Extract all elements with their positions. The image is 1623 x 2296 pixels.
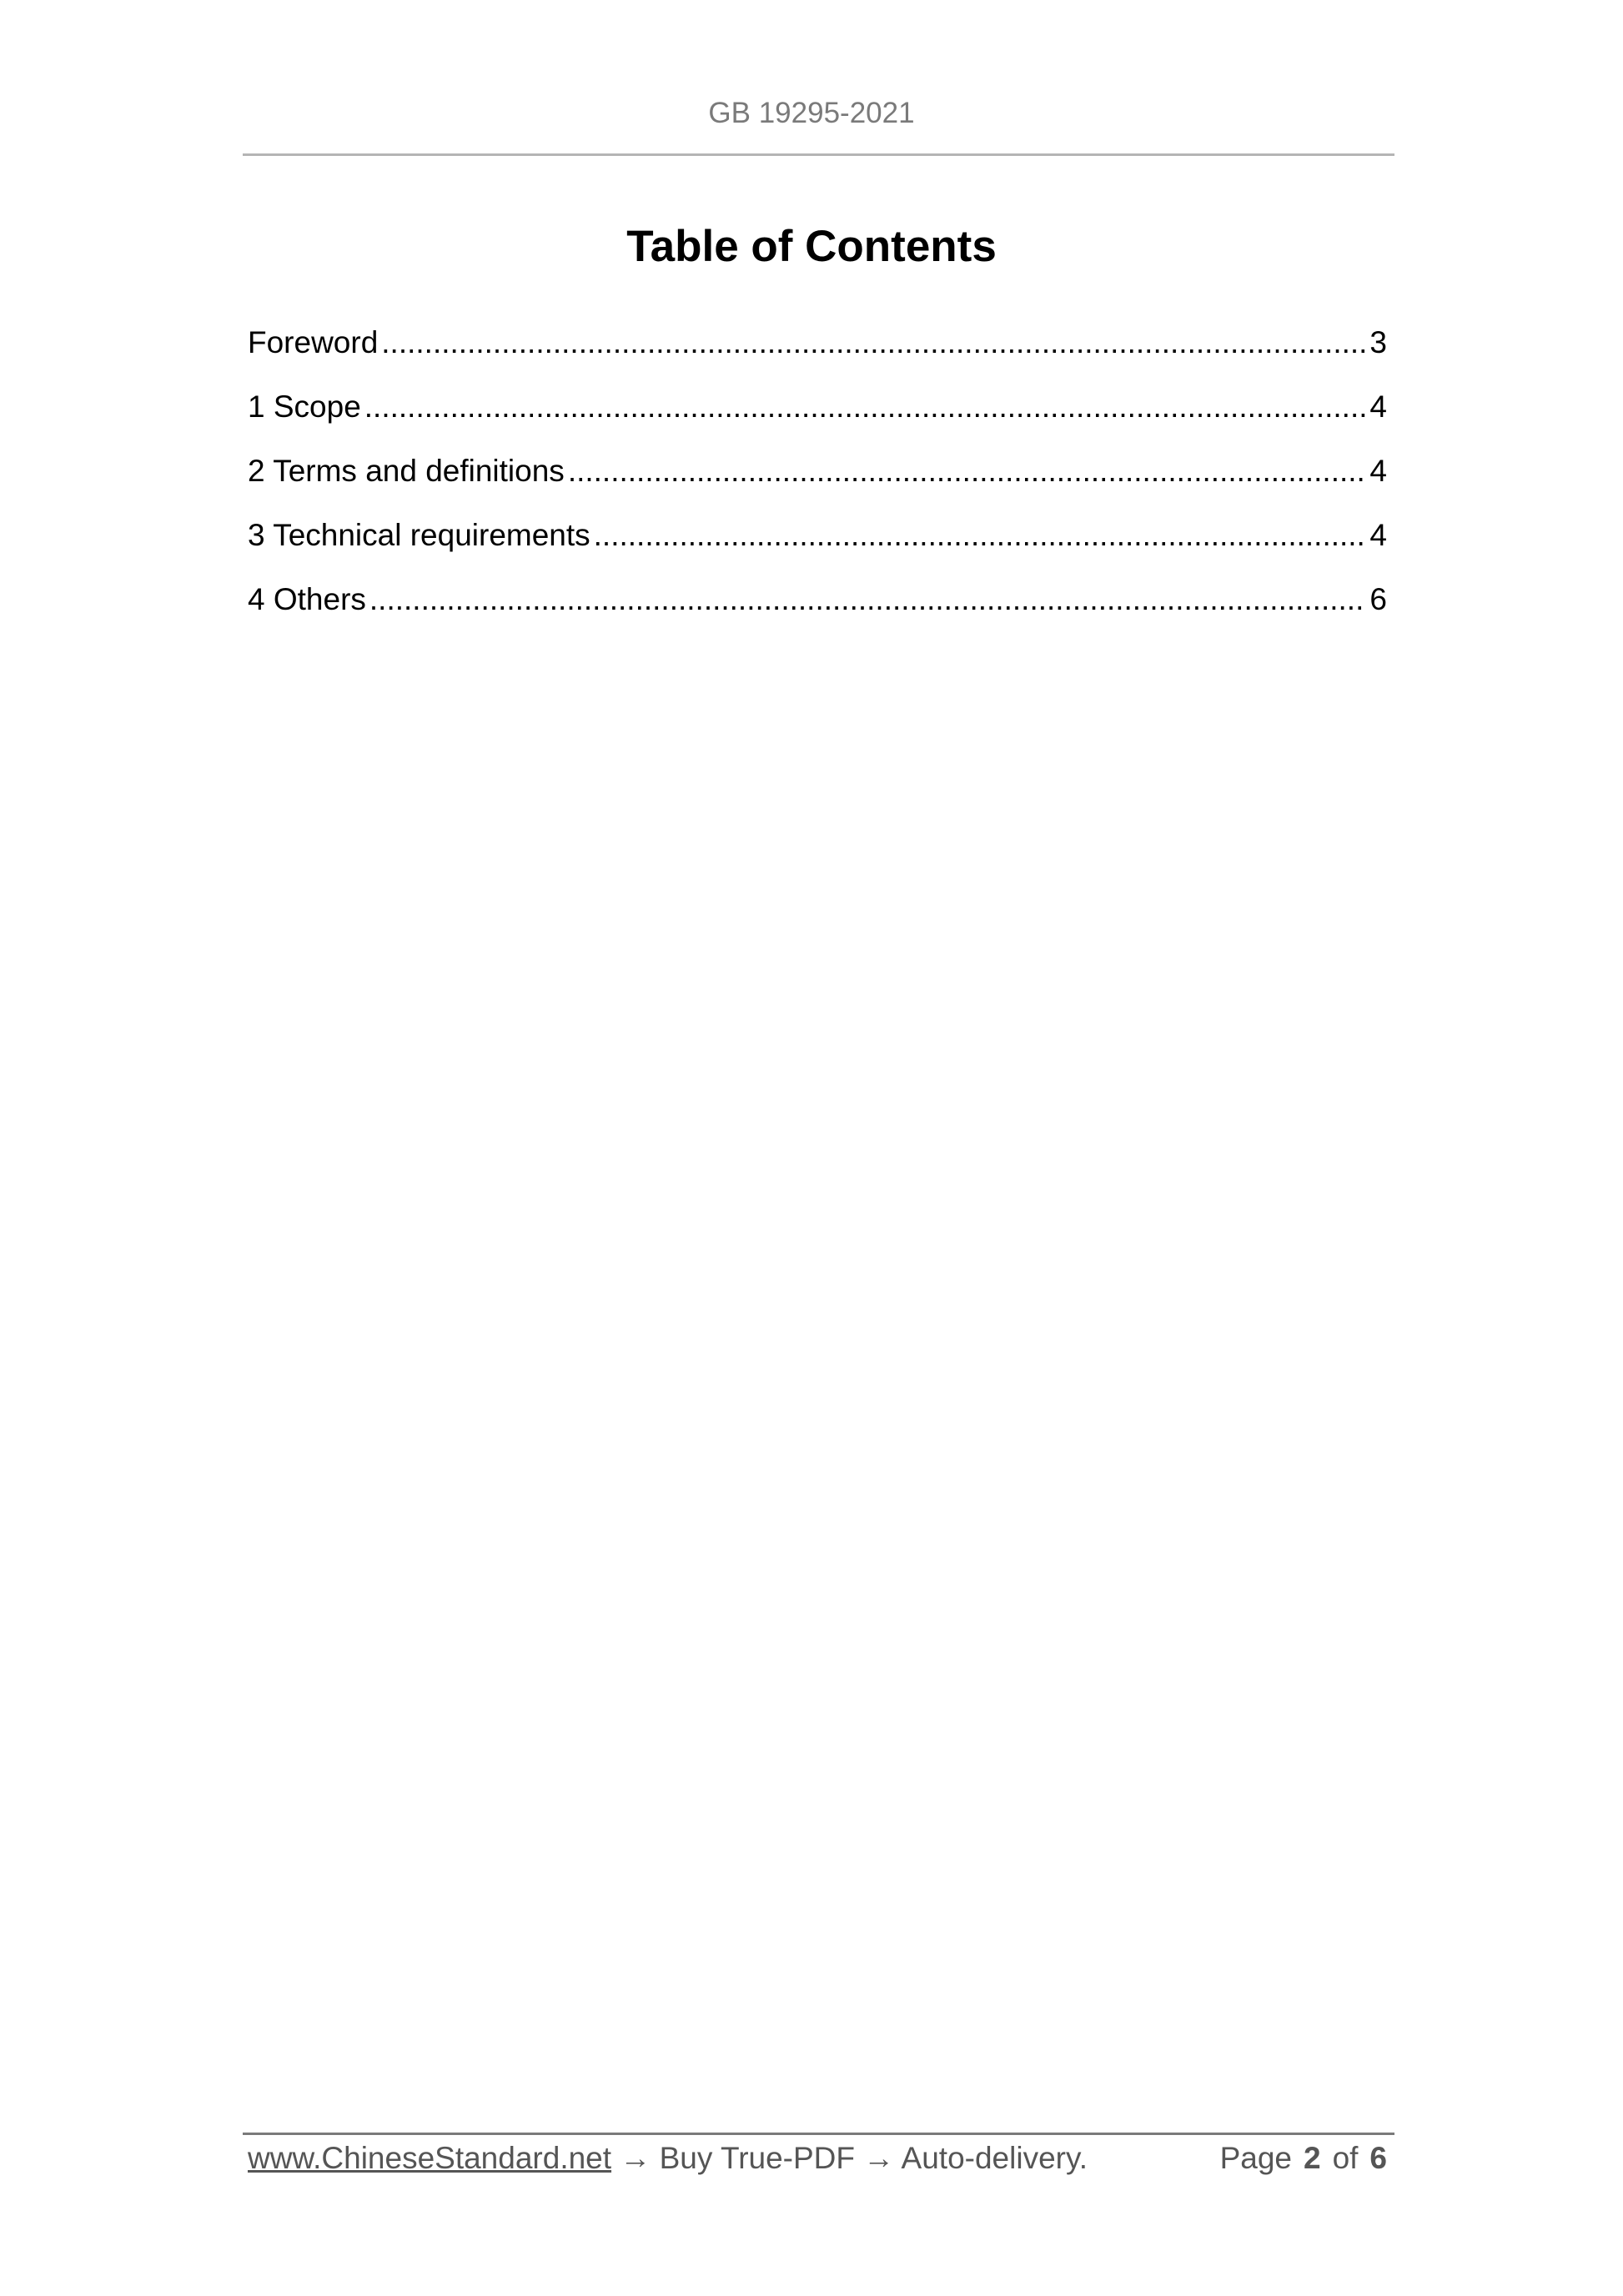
toc-dot-leader [369,578,1367,621]
page-indicator [1220,2135,1387,2182]
toc-entry-terms-and-definitions[interactable] [248,450,1387,514]
delivery-text: Auto-delivery. [901,2141,1088,2175]
toc-entry-foreword[interactable] [248,321,1387,385]
footer-promo [248,2135,1088,2182]
toc-list [248,321,1387,642]
buy-text: Buy True-PDF [659,2141,856,2175]
toc-dot-leader [364,385,1367,429]
toc-entry-page: 4 [1369,518,1387,552]
toc-entry-page: 4 [1369,454,1387,488]
toc-entry-page: 3 [1369,325,1387,359]
toc-entry-label: 4 Others [248,582,366,616]
toc-entry-technical-requirements[interactable] [248,514,1387,578]
arrow-right-icon: → [863,2141,895,2175]
page-word: Page [1219,2141,1292,2175]
toc-entry-label: 3 Technical requirements [248,518,590,552]
toc-entry-page: 4 [1369,389,1387,424]
toc-dot-leader [381,321,1366,364]
of-word: of [1332,2141,1359,2175]
toc-entry-label: Foreword [248,325,379,359]
toc-entry-page: 6 [1369,582,1387,616]
toc-entry-others[interactable] [248,578,1387,642]
toc-entry-label: 1 Scope [248,389,361,424]
total-page-number: 6 [1369,2141,1387,2175]
toc-dot-leader [594,514,1367,557]
header-divider [243,153,1394,156]
toc-dot-leader [568,450,1367,493]
current-page-number: 2 [1303,2141,1321,2175]
arrow-right-icon: → [620,2141,651,2175]
page-title: Table of Contents [626,222,997,271]
site-link[interactable]: www.ChineseStandard.net [248,2141,612,2175]
running-header: GB 19295-2021 [708,97,915,129]
toc-entry-label: 2 Terms and definitions [248,454,565,488]
page-footer [248,2135,1387,2182]
toc-entry-scope[interactable] [248,385,1387,450]
